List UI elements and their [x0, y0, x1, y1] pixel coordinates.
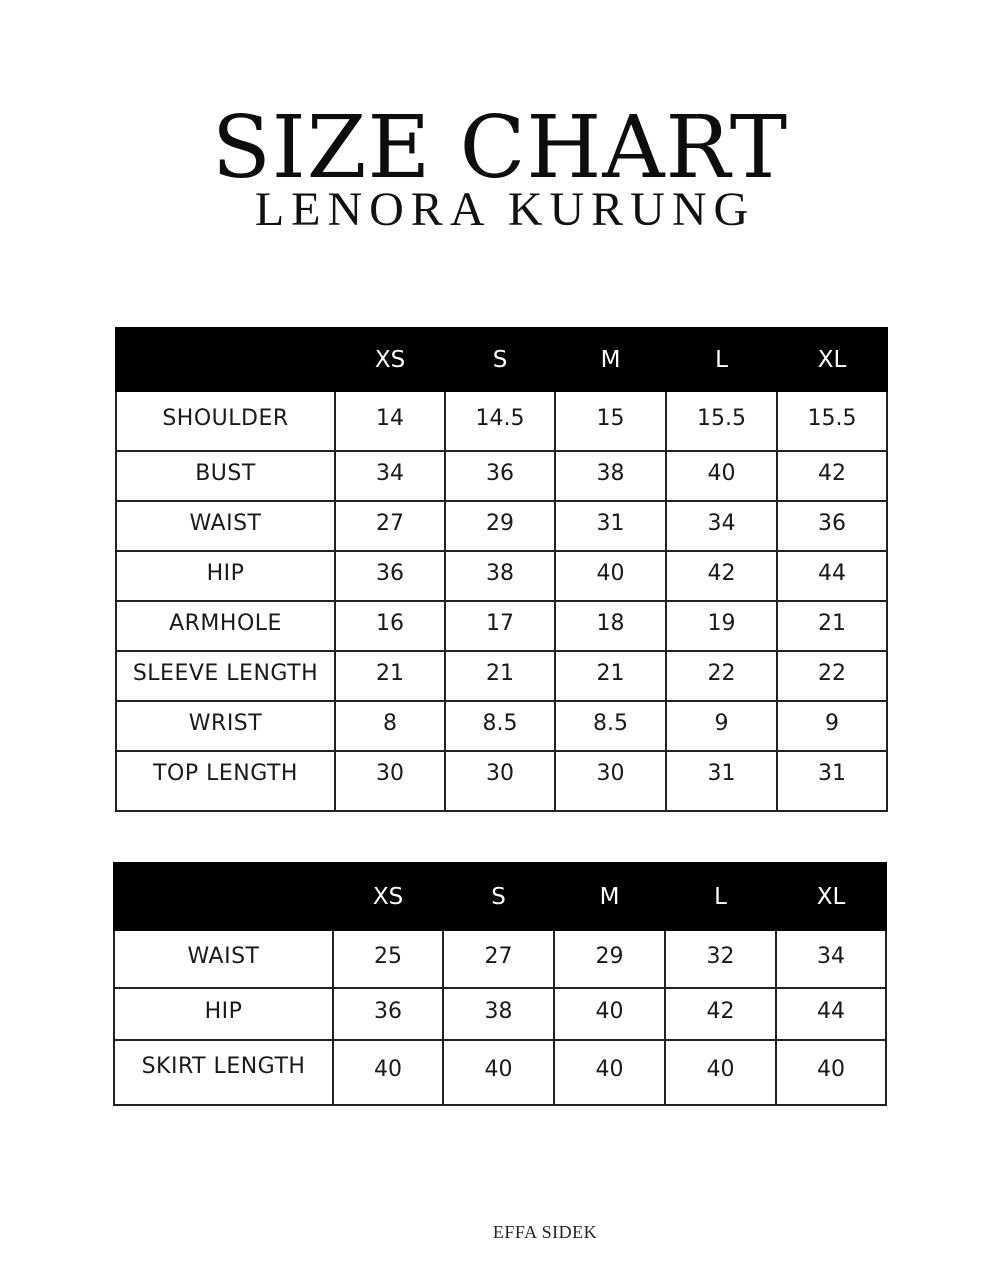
row-label: BUST	[116, 451, 335, 501]
cell-value: 34	[776, 930, 886, 988]
cell-value: 9	[666, 701, 777, 751]
cell-value: 36	[777, 501, 887, 551]
header-cell-m: M	[555, 328, 666, 391]
cell-value: 42	[665, 988, 776, 1040]
row-label: SHOULDER	[116, 391, 335, 451]
bottom-size-table	[113, 862, 887, 1106]
cell-value: 31	[666, 751, 777, 811]
table-row	[114, 988, 886, 1040]
cell-value: 40	[333, 1040, 443, 1105]
cell-value: 42	[777, 451, 887, 501]
product-name: LENORA KURUNG	[254, 183, 756, 236]
table-header-row	[116, 328, 887, 391]
header-cell-xs: XS	[333, 863, 443, 930]
cell-value: 36	[445, 451, 555, 501]
row-label: SLEEVE LENGTH	[116, 651, 335, 701]
header-cell-label	[116, 328, 335, 391]
cell-value: 44	[776, 988, 886, 1040]
cell-value: 36	[335, 551, 445, 601]
cell-value: 21	[335, 651, 445, 701]
cell-value: 34	[666, 501, 777, 551]
row-label: ARMHOLE	[116, 601, 335, 651]
cell-value: 8.5	[445, 701, 555, 751]
header-cell-s: S	[443, 863, 554, 930]
cell-value: 21	[777, 601, 887, 651]
cell-value: 15.5	[777, 391, 887, 451]
cell-value: 36	[333, 988, 443, 1040]
cell-value: 22	[777, 651, 887, 701]
header-cell-l: L	[665, 863, 776, 930]
cell-value: 40	[666, 451, 777, 501]
cell-value: 40	[555, 551, 666, 601]
cell-value: 22	[666, 651, 777, 701]
cell-value: 16	[335, 601, 445, 651]
table-header-row	[114, 863, 886, 930]
cell-value: 30	[335, 751, 445, 811]
table-row	[116, 551, 887, 601]
table-row	[114, 1040, 886, 1105]
header-cell-xs: XS	[335, 328, 445, 391]
brand-name: EFFA SIDEK	[492, 1222, 598, 1242]
cell-value: 15	[555, 391, 666, 451]
cell-value: 18	[555, 601, 666, 651]
cell-value: 38	[555, 451, 666, 501]
cell-value: 29	[554, 930, 665, 988]
cell-value: 8.5	[555, 701, 666, 751]
cell-value: 40	[554, 988, 665, 1040]
row-label: WAIST	[116, 501, 335, 551]
header-cell-label	[114, 863, 333, 930]
header-cell-xl: XL	[777, 328, 887, 391]
cell-value: 17	[445, 601, 555, 651]
cell-value: 40	[443, 1040, 554, 1105]
cell-value: 40	[665, 1040, 776, 1105]
cell-value: 32	[665, 930, 776, 988]
cell-value: 40	[776, 1040, 886, 1105]
cell-value: 25	[333, 930, 443, 988]
table-row	[116, 501, 887, 551]
table-row	[116, 451, 887, 501]
cell-value: 31	[777, 751, 887, 811]
table-row	[116, 651, 887, 701]
cell-value: 31	[555, 501, 666, 551]
table-row	[116, 391, 887, 451]
row-label: SKIRT LENGTH	[114, 1040, 333, 1105]
row-label: HIP	[116, 551, 335, 601]
table-row	[116, 751, 887, 811]
header-cell-xl: XL	[776, 863, 886, 930]
cell-value: 19	[666, 601, 777, 651]
cell-value: 30	[445, 751, 555, 811]
table-row	[114, 930, 886, 988]
cell-value: 9	[777, 701, 887, 751]
row-label: WRIST	[116, 701, 335, 751]
row-label: WAIST	[114, 930, 333, 988]
cell-value: 34	[335, 451, 445, 501]
cell-value: 42	[666, 551, 777, 601]
table-row	[116, 701, 887, 751]
cell-value: 14.5	[445, 391, 555, 451]
header-cell-m: M	[554, 863, 665, 930]
cell-value: 38	[445, 551, 555, 601]
top-size-table	[115, 327, 888, 812]
page-title: SIZE CHART	[211, 98, 789, 198]
cell-value: 27	[443, 930, 554, 988]
header-cell-l: L	[666, 328, 777, 391]
header-cell-s: S	[445, 328, 555, 391]
cell-value: 27	[335, 501, 445, 551]
cell-value: 8	[335, 701, 445, 751]
cell-value: 40	[554, 1040, 665, 1105]
cell-value: 44	[777, 551, 887, 601]
cell-value: 15.5	[666, 391, 777, 451]
cell-value: 29	[445, 501, 555, 551]
cell-value: 21	[555, 651, 666, 701]
cell-value: 38	[443, 988, 554, 1040]
cell-value: 21	[445, 651, 555, 701]
row-label: HIP	[114, 988, 333, 1040]
row-label: TOP LENGTH	[116, 751, 335, 811]
cell-value: 14	[335, 391, 445, 451]
cell-value: 30	[555, 751, 666, 811]
table-row	[116, 601, 887, 651]
